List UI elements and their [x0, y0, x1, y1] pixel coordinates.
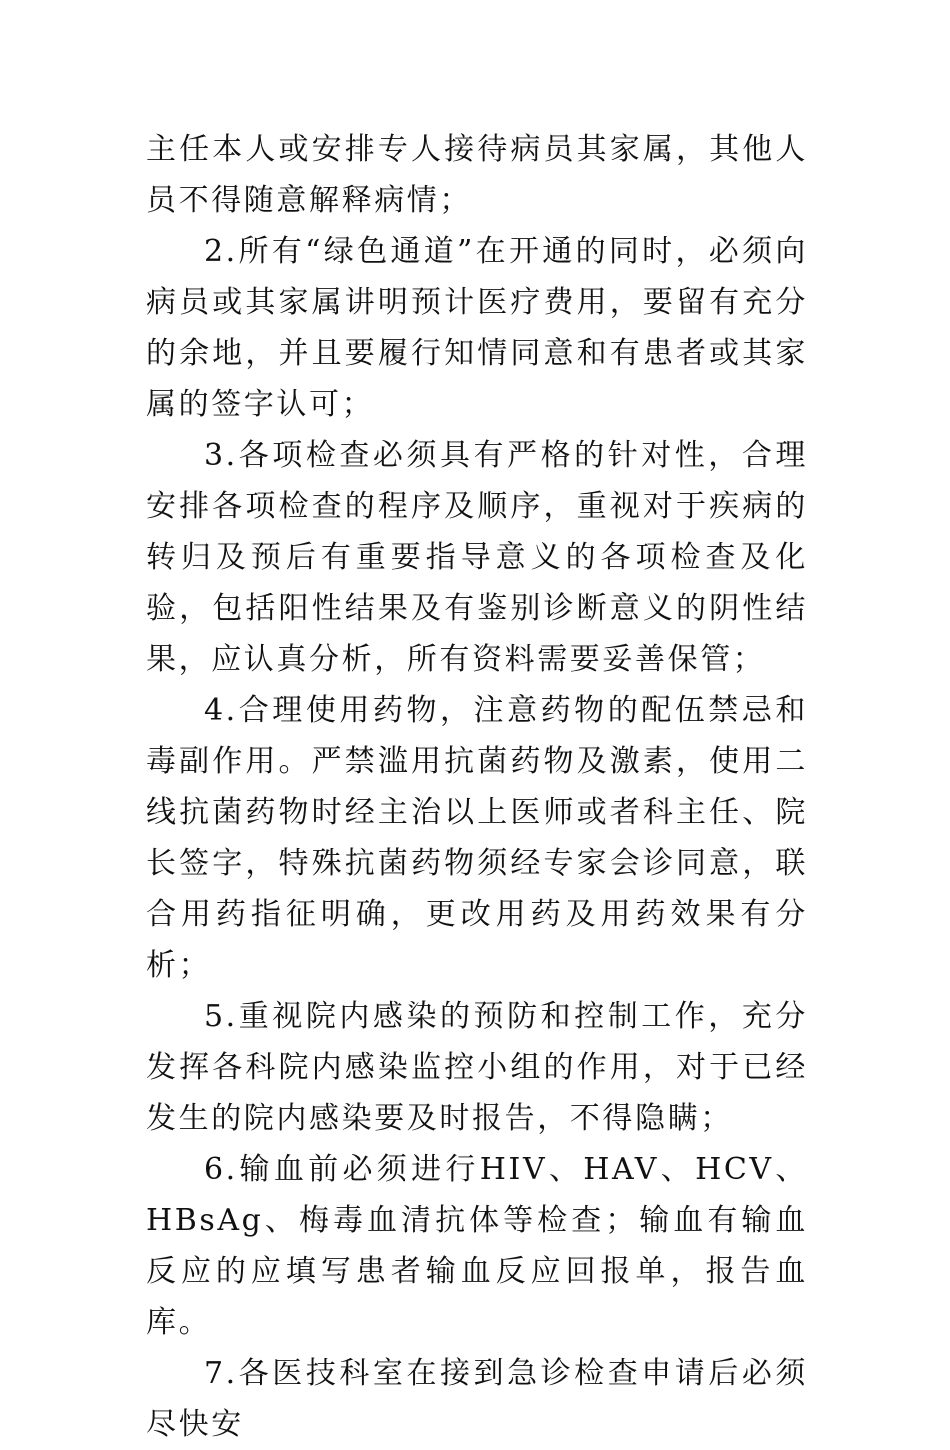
- paragraph-continuation: 主任本人或安排专人接待病员其家属，其他人员不得随意解释病情；: [146, 132, 808, 218]
- paragraph-item-2: 2.所有“绿色通道”在开通的同时，必须向病员或其家属讲明预计医疗费用，要留有充分的余地，并且要履行知情同意和有患者或其家属的签字认可；: [146, 234, 808, 422]
- paragraph-item-4: 4.合理使用药物，注意药物的配伍禁忌和毒副作用。严禁滥用抗菌药物及激素，使用二线抗菌药物时经主治以上医师或者科主任、院长签字，特殊抗菌药物须经专家会诊同意，联合用药指征明确，更改用药及用药效果有分析；: [146, 693, 808, 983]
- paragraph-item-3: 3.各项检查必须具有严格的针对性，合理安排各项检查的程序及顺序，重视对于疾病的转归及预后有重要指导意义的各项检查及化验，包括阳性结果及有鉴别诊断意义的阴性结果，应认真分析，所有资料需要妥善保管；: [146, 438, 808, 677]
- paragraph-item-5: 5.重视院内感染的预防和控制工作，充分发挥各科院内感染监控小组的作用，对于已经发生的院内感染要及时报告，不得隐瞒；: [146, 999, 808, 1136]
- paragraph-item-6: 6.输血前必须进行HIV、HAV、HCV、HBsAg、梅毒血清抗体等检查；输血有输血反应的应填写患者输血反应回报单，报告血库。: [146, 1152, 808, 1340]
- paragraph-item-7: 7.各医技科室在接到急诊检查申请后必须尽快安: [146, 1356, 808, 1442]
- document-body: [146, 124, 808, 1450]
